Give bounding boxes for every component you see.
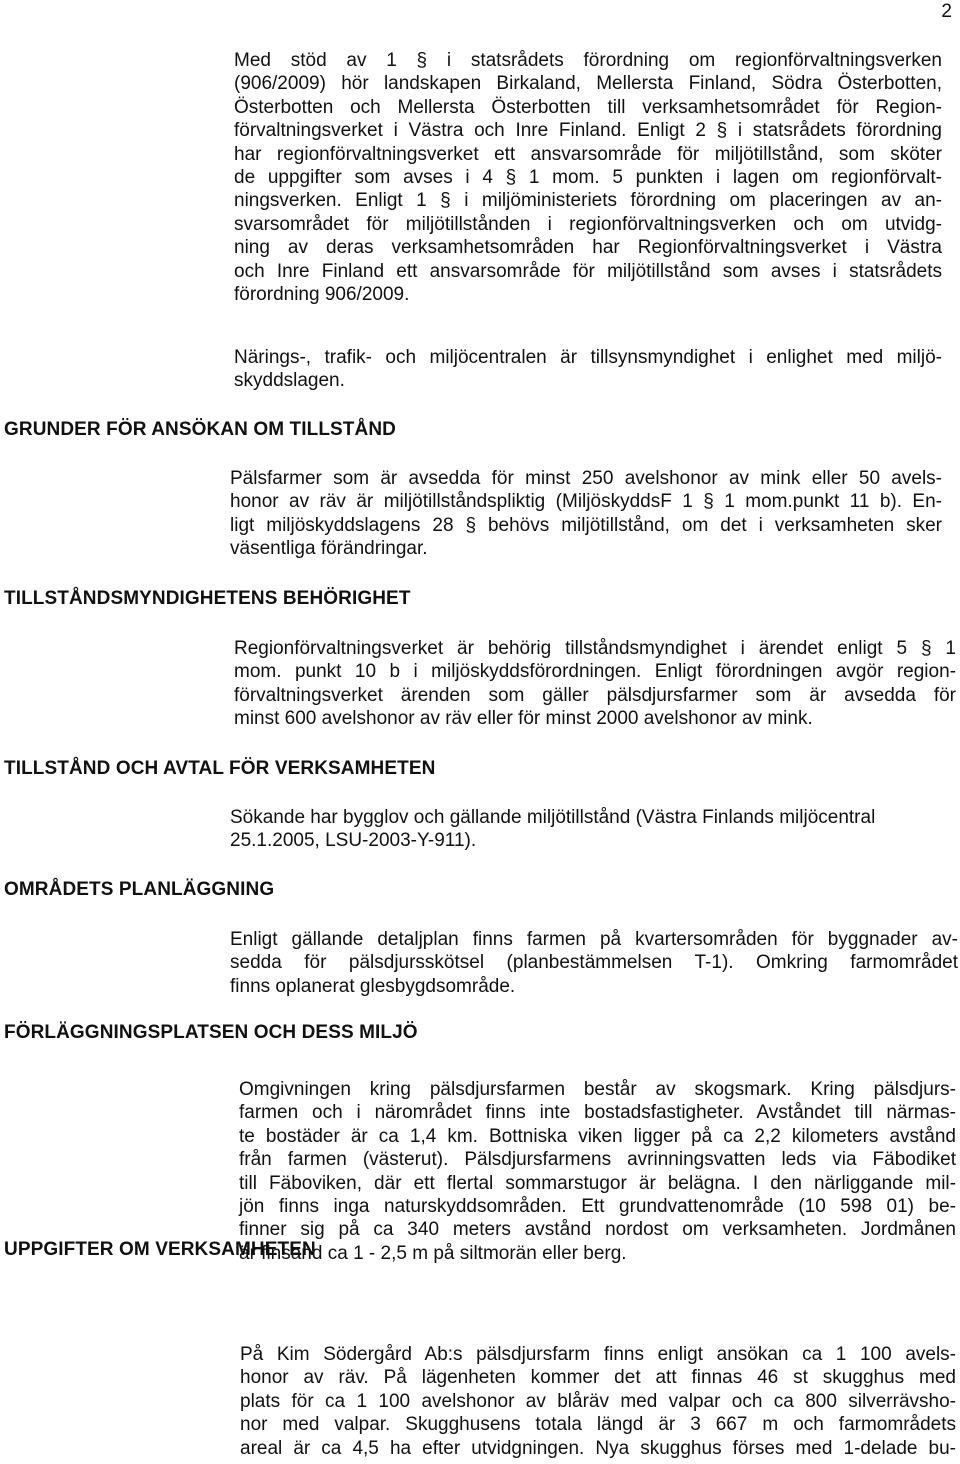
text-line: Enligt gällande detaljplan finns farmen på kvartersområden för byggnader av- (230, 929, 958, 950)
text-line: och Inre Finland ett ansvarsområde för miljötillstånd som avses i statsrådets (234, 260, 942, 282)
page-number: 2 (941, 1, 952, 22)
section-body-behorighet (234, 637, 956, 731)
text-line: minst 600 avelshonor av räv eller för minst 2000 avelshonor av mink. (234, 708, 813, 730)
section-heading-grunder: GRUNDER FÖR ANSÖKAN OM TILLSTÅND (4, 419, 396, 440)
section-heading-tillstand-avtal: TILLSTÅND OCH AVTAL FÖR VERKSAMHETEN (4, 758, 436, 779)
text-line: farmen och i närområdet finns inte bostadsfastigheter. Avståndet till närmas- (239, 1102, 956, 1124)
text-line: honor av räv. På lägenheten kommer det att finnas 46 st skugghus med (240, 1367, 956, 1389)
text-line: ligt miljöskyddslagens 28 § behövs miljötillstånd, om det i verksamheten sker (230, 514, 942, 536)
text-line: svarsområdet för miljötillstånden i regionförvaltningsverken och om utvidg- (234, 213, 942, 235)
intro-paragraph-2 (234, 346, 942, 393)
text-line: nor med valpar. Skugghusens totala längd är 3 667 m och farmområdets (240, 1414, 956, 1436)
text-line: har regionförvaltningsverket ett ansvarsområde för miljötillstånd, som sköter (234, 143, 942, 165)
section-body-grunder (230, 467, 942, 561)
text-line: jön finns inga naturskyddsområden. Ett grundvattenområde (10 598 01) be- (239, 1196, 956, 1218)
section-body-planlaggning (230, 928, 958, 998)
section-heading-forlaggningsplats: FÖRLÄGGNINGSPLATSEN OCH DESS MILJÖ (4, 1022, 418, 1043)
text-line: På Kim Södergård Ab:s pälsdjursfarm finns enligt ansökan ca 1 100 avels- (240, 1344, 956, 1365)
section-heading-uppgifter: UPPGIFTER OM VERKSAMHETEN (4, 1239, 316, 1260)
text-line: ning av deras verksamhetsområden har Regionförvaltningsverket i Västra (234, 237, 942, 259)
text-line: finns oplanerat glesbygdsområde. (230, 975, 516, 997)
text-line: de uppgifter som avses i 4 § 1 mom. 5 punkten i lagen om regionförvalt- (234, 167, 942, 189)
section-body-tillstand-avtal (230, 806, 946, 853)
intro-paragraph (234, 49, 942, 306)
text-line: från farmen (västerut). Pälsdjursfarmens avrinningsvatten leds via Fäbodiket (239, 1149, 956, 1171)
text-line: till Fäboviken, där ett flertal sommarstugor är belägna. I den närliggande mil- (239, 1172, 956, 1194)
text-line: väsentliga förändringar. (230, 538, 428, 560)
text-line: plats för ca 1 100 avelshonor av blåräv med valpar och ca 800 silverrävsho- (240, 1390, 956, 1412)
text-line: är finsand ca 1 - 2,5 m på siltmorän eller berg. (239, 1242, 627, 1264)
section-heading-behorighet: TILLSTÅNDSMYNDIGHETENS BEHÖRIGHET (4, 588, 411, 609)
text-line: honor av räv är miljötillståndspliktig (MiljöskyddsF 1 § 1 mom.punkt 11 b). En- (230, 491, 942, 513)
text-line: mom. punkt 10 b i miljöskyddsförordningen. Enligt förordningen avgör region- (234, 661, 956, 683)
text-line: förordning 906/2009. (234, 284, 410, 306)
section-body-uppgifter (240, 1343, 956, 1460)
section-heading-planlaggning: OMRÅDETS PLANLÄGGNING (4, 879, 275, 900)
text-line: ningsverken. Enligt 1 § i miljöministeriets förordning om placeringen av an- (234, 190, 942, 212)
text-line: Sökande har bygglov och gällande miljötillstånd (Västra Finlands miljöcentral (230, 807, 876, 828)
text-line: förvaltningsverket i Västra och Inre Finland. Enligt 2 § i statsrådets förordning (234, 120, 942, 142)
text-line: skyddslagen. (234, 370, 345, 392)
text-line: sedda för pälsdjursskötsel (planbestämmelsen T-1). Omkring farmområdet (230, 952, 958, 974)
text-line: areal är ca 4,5 ha efter utvidgningen. Nya skugghus förses med 1-delade bu- (240, 1437, 956, 1459)
text-line: (906/2009) hör landskapen Birkaland, Mellersta Finland, Södra Österbotten, (234, 73, 942, 95)
text-line: 25.1.2005, LSU-2003-Y-911). (230, 830, 477, 852)
text-line: Österbotten och Mellersta Österbotten till verksamhetsområdet för Region- (234, 96, 942, 118)
text-line: finner sig på ca 340 meters avstånd nordost om verksamheten. Jordmånen (239, 1219, 956, 1241)
section-body-forlaggningsplats (239, 1078, 956, 1265)
text-line: Med stöd av 1 § i statsrådets förordning om regionförvaltningsverken (234, 50, 942, 71)
text-line: Pälsfarmer som är avsedda för minst 250 avelshonor av mink eller 50 avels- (230, 468, 942, 489)
text-line: Närings-, trafik- och miljöcentralen är tillsynsmyndighet i enlighet med miljö- (234, 347, 942, 368)
text-line: Omgivningen kring pälsdjursfarmen består av skogsmark. Kring pälsdjurs- (239, 1079, 956, 1100)
text-line: te bostäder är ca 1,4 km. Bottniska viken ligger på ca 2,2 kilometers avstånd (239, 1125, 956, 1147)
text-line: förvaltningsverket ärenden som gäller pälsdjursfarmer som är avsedda för (234, 684, 956, 706)
text-line: Regionförvaltningsverket är behörig tillståndsmyndighet i ärendet enligt 5 § 1 (234, 638, 956, 659)
